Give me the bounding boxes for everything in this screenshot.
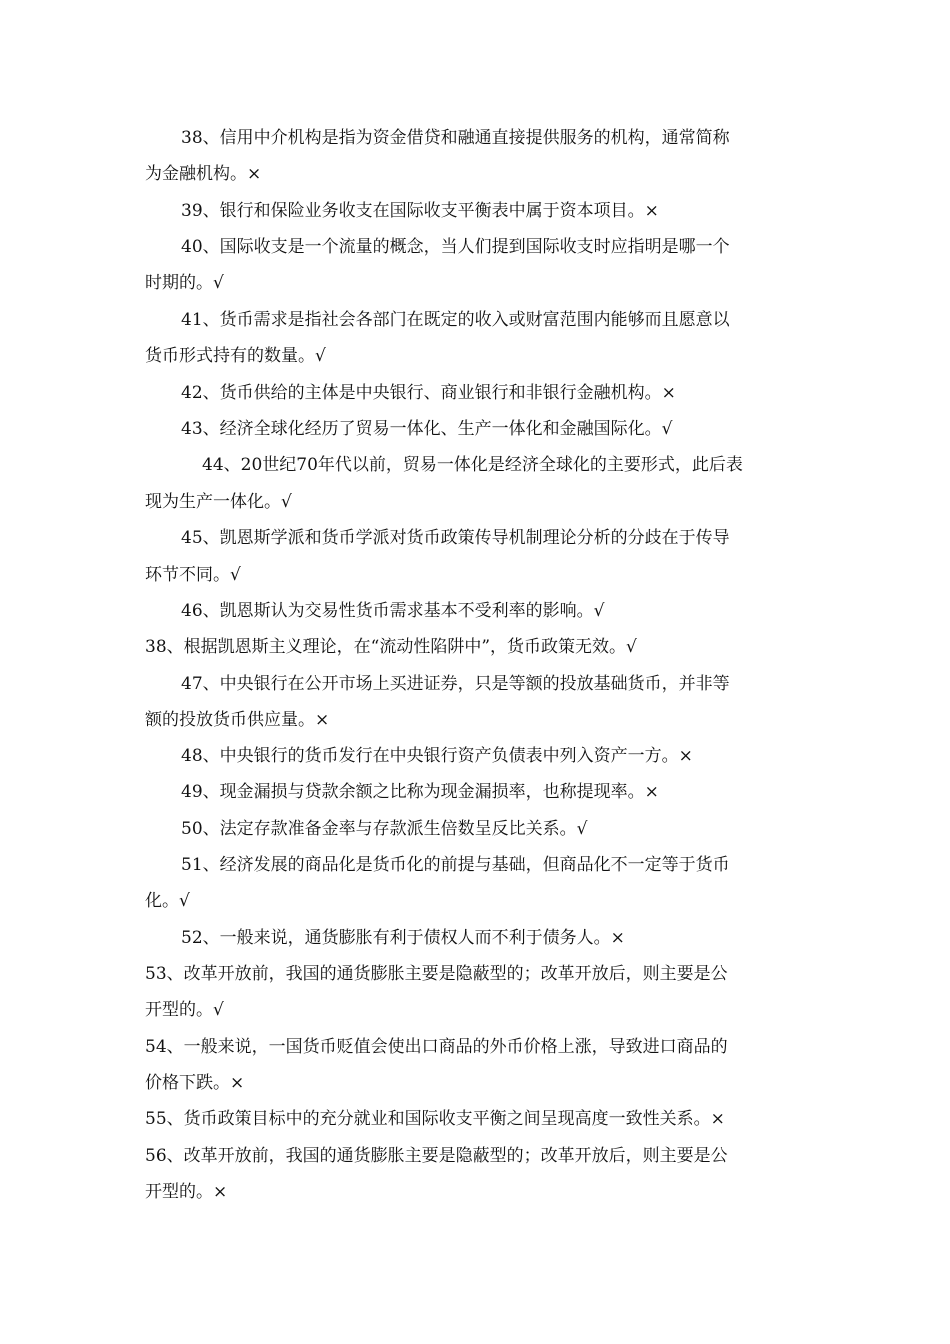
text-line: 38、根据凯恩斯主义理论，在“流动性陷阱中”，货币政策无效。√ (145, 637, 637, 657)
text-line: 51、经济发展的商品化是货币化的前提与基础，但商品化不一定等于货币 (181, 855, 730, 875)
text-line: 56、改革开放前，我国的通货膨胀主要是隐蔽型的；改革开放后，则主要是公 (145, 1146, 728, 1166)
text-line: 50、法定存款准备金率与存款派生倍数呈反比关系。√ (181, 819, 588, 839)
text-line: 42、货币供给的主体是中央银行、商业银行和非银行金融机构。× (181, 383, 676, 403)
text-line: 46、凯恩斯认为交易性货币需求基本不受利率的影响。√ (181, 601, 605, 621)
text-line: 48、中央银行的货币发行在中央银行资产负债表中列入资产一方。× (181, 746, 693, 766)
text-line: 52、一般来说，通货膨胀有利于债权人而不利于债务人。× (181, 928, 625, 948)
text-line: 39、银行和保险业务收支在国际收支平衡表中属于资本项目。× (181, 201, 659, 221)
text-line: 时期的。√ (145, 273, 224, 293)
text-line: 开型的。× (145, 1182, 228, 1202)
text-line: 49、现金漏损与贷款余额之比称为现金漏损率，也称提现率。× (181, 782, 659, 802)
text-line: 47、中央银行在公开市场上买进证券，只是等额的投放基础货币，并非等 (181, 674, 730, 694)
text-line: 43、经济全球化经历了贸易一体化、生产一体化和金融国际化。√ (181, 419, 673, 439)
text-line: 40、国际收支是一个流量的概念，当人们提到国际收支时应指明是哪一个 (181, 237, 730, 257)
text-line: 55、货币政策目标中的充分就业和国际收支平衡之间呈现高度一致性关系。× (145, 1109, 725, 1129)
text-line: 化。√ (145, 891, 190, 911)
text-line: 价格下跌。× (145, 1073, 245, 1093)
text-line: 41、货币需求是指社会各部门在既定的收入或财富范围内能够而且愿意以 (181, 310, 730, 330)
text-line: 53、改革开放前，我国的通货膨胀主要是隐蔽型的；改革开放后，则主要是公 (145, 964, 728, 984)
text-line: 开型的。√ (145, 1000, 224, 1020)
text-line: 38、信用中介机构是指为资金借贷和融通直接提供服务的机构，通常简称 (181, 128, 730, 148)
text-line: 54、一般来说，一国货币贬值会使出口商品的外币价格上涨，导致进口商品的 (145, 1037, 728, 1057)
text-line: 环节不同。√ (145, 565, 241, 585)
text-line: 45、凯恩斯学派和货币学派对货币政策传导机制理论分析的分歧在于传导 (181, 528, 730, 548)
text-line: 货币形式持有的数量。√ (145, 346, 326, 366)
text-line: 44、20世纪70年代以前，贸易一体化是经济全球化的主要形式，此后表 (202, 455, 743, 475)
text-line: 现为生产一体化。√ (145, 492, 292, 512)
text-line: 为金融机构。× (145, 164, 262, 184)
text-line: 额的投放货币供应量。× (145, 710, 330, 730)
